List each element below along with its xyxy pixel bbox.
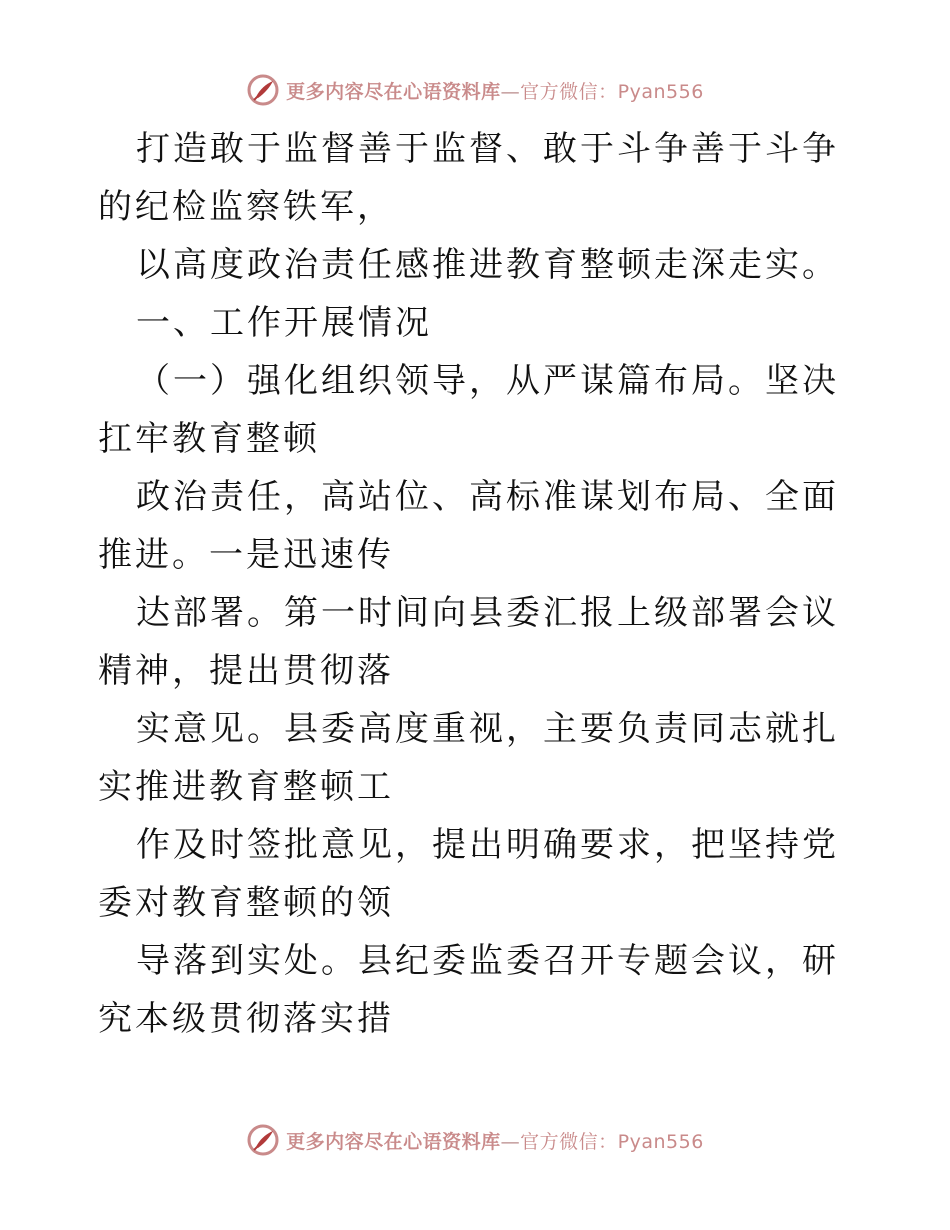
paragraph: 作及时签批意见，提出明确要求，把坚持党委对教育整顿的领: [98, 825, 839, 923]
paragraph: 以高度政治责任感推进教育整顿走深走实。: [136, 245, 839, 285]
watermark-text: 更多内容尽在心语资料库—官方微信：Pyan556: [286, 80, 704, 103]
footer-watermark: [0, 1120, 950, 1160]
paragraph: 导落到实处。县纪委监委召开专题会议，研究本级贯彻落实措: [98, 941, 839, 1039]
paragraph: 实意见。县委高度重视，主要负责同志就扎实推进教育整顿工: [98, 709, 839, 807]
watermark-text: 更多内容尽在心语资料库—官方微信：Pyan556: [286, 1130, 704, 1153]
paragraph: （一）强化组织领导，从严谋篇布局。坚决扛牢教育整顿: [98, 361, 839, 459]
header-watermark: [0, 70, 950, 110]
feather-logo-icon: [246, 1123, 280, 1157]
document-body: [98, 120, 858, 1048]
paragraph: 政治责任，高站位、高标准谋划布局、全面推进。一是迅速传: [98, 477, 839, 575]
paragraph: 打造敢于监督善于监督、敢于斗争善于斗争的纪检监察铁军，: [98, 129, 839, 227]
section-heading: 一、工作开展情况: [136, 303, 432, 343]
feather-logo-icon: [246, 73, 280, 107]
paragraph: 达部署。第一时间向县委汇报上级部署会议精神，提出贯彻落: [98, 593, 839, 691]
